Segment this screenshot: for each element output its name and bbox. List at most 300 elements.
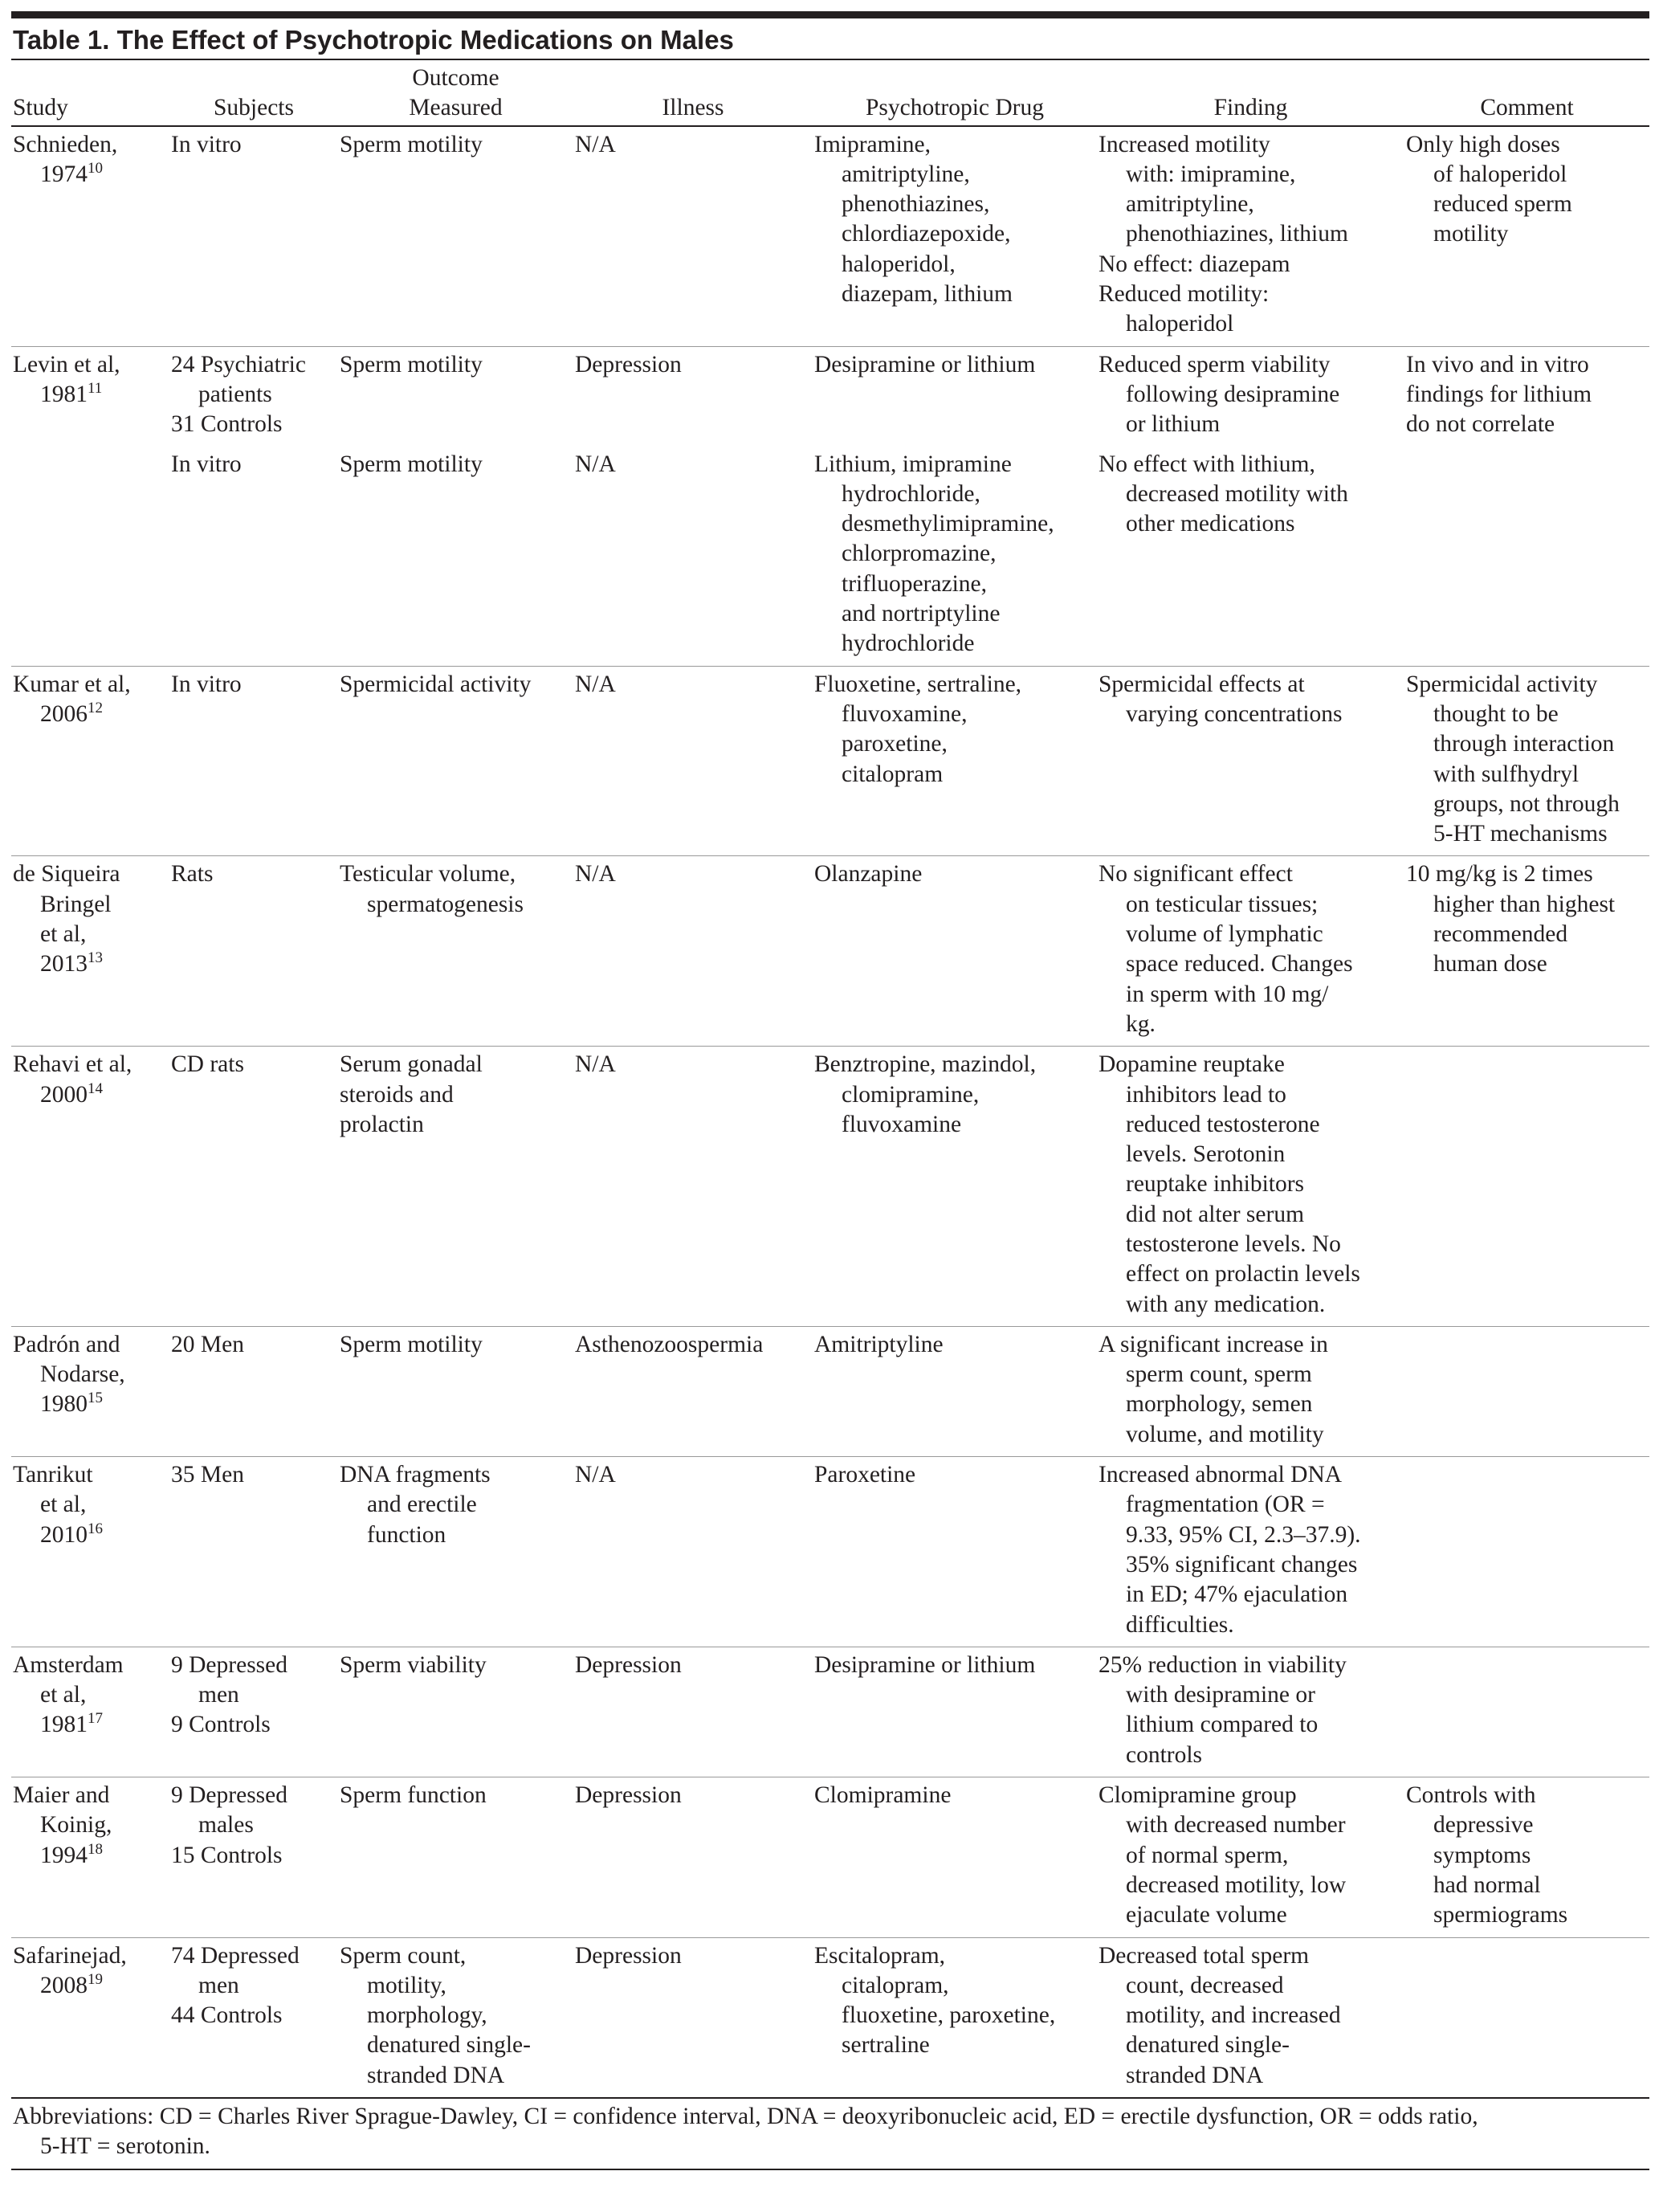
illness-line	[575, 1651, 809, 1680]
study-text: et al,	[40, 1492, 87, 1518]
finding-line	[1099, 1390, 1401, 1419]
study-line	[13, 1490, 166, 1520]
study-line	[13, 1810, 166, 1840]
study-text: Nodarse,	[40, 1361, 125, 1388]
subjects-text: 15 Controls	[171, 1842, 283, 1868]
finding-line	[1099, 130, 1401, 160]
comment-text: reduced sperm	[1433, 191, 1572, 218]
drug-cell	[813, 856, 1097, 1047]
finding-cell	[1097, 126, 1404, 347]
finding-line	[1099, 1140, 1401, 1169]
drug-text: fluvoxamine,	[842, 700, 968, 727]
study-line	[13, 949, 166, 979]
comment-cell	[1404, 666, 1649, 856]
footnote	[11, 2097, 1649, 2170]
outcome-line	[340, 450, 570, 480]
subjects-cell	[169, 1326, 338, 1456]
finding-line	[1099, 2030, 1401, 2060]
comment-text: higher than highest	[1433, 891, 1616, 917]
outcome-text: Sperm motility	[340, 351, 483, 378]
reference-number: 13	[88, 949, 103, 967]
illness-text: Depression	[575, 1942, 682, 1969]
header-comment: Comment	[1404, 60, 1649, 126]
comment-cell	[1404, 126, 1649, 347]
outcome-text: Testicular volume,	[340, 861, 516, 888]
table-row	[11, 126, 1649, 347]
comment-text: symptoms	[1433, 1842, 1531, 1868]
illness-text: Asthenozoospermia	[575, 1331, 764, 1357]
subjects-line	[171, 1330, 335, 1360]
drug-text: citalopram	[842, 761, 944, 787]
outcome-line	[340, 2001, 570, 2030]
outcome-cell	[338, 1937, 573, 2097]
finding-text: varying concentrations	[1126, 700, 1343, 727]
drug-text: Benztropine, mazindol,	[814, 1051, 1037, 1078]
table-body	[11, 126, 1649, 2097]
comment-line	[1406, 219, 1646, 249]
drug-cell	[813, 1457, 1097, 1647]
finding-line	[1099, 1810, 1401, 1840]
drug-line	[814, 130, 1094, 160]
finding-text: Reduced motility:	[1099, 281, 1270, 308]
drug-line	[814, 2001, 1094, 2030]
outcome-line	[340, 1971, 570, 2001]
comment-text: with sulfhydryl	[1433, 761, 1580, 787]
comment-text: Controls with	[1406, 1782, 1536, 1809]
study-line	[13, 1390, 166, 1419]
drug-line	[814, 700, 1094, 729]
finding-cell	[1097, 856, 1404, 1047]
finding-line	[1099, 2001, 1401, 2030]
outcome-text: morphology,	[367, 2002, 487, 2029]
header-subjects: Subjects	[169, 60, 338, 126]
study-line	[13, 1460, 166, 1490]
illness-line	[575, 1330, 809, 1360]
finding-text: decreased motility with	[1126, 480, 1348, 507]
study-text: Kumar et al,	[13, 671, 131, 697]
finding-line	[1099, 980, 1401, 1010]
finding-line	[1099, 1110, 1401, 1140]
comment-text: 5-HT mechanisms	[1433, 821, 1608, 847]
drug-line	[814, 670, 1094, 700]
illness-text: Depression	[575, 351, 682, 378]
finding-cell	[1097, 1777, 1404, 1937]
outcome-line	[340, 1110, 570, 1140]
drug-cell	[813, 447, 1097, 667]
finding-line	[1099, 1610, 1401, 1640]
study-text: Safarinejad,	[13, 1942, 127, 1969]
drug-text: Desipramine or lithium	[814, 1651, 1036, 1678]
subjects-line	[171, 350, 335, 380]
finding-line	[1099, 250, 1401, 280]
subjects-line	[171, 410, 335, 439]
finding-line	[1099, 1741, 1401, 1770]
study-cell	[11, 1937, 169, 2097]
study-text: 2000	[40, 1081, 88, 1108]
drug-line	[814, 350, 1094, 380]
finding-text: reuptake inhibitors	[1126, 1171, 1305, 1198]
finding-text: No effect: diazepam	[1099, 251, 1290, 277]
finding-line	[1099, 890, 1401, 920]
study-line	[13, 130, 166, 160]
subjects-line	[171, 1460, 335, 1490]
illness-line	[575, 1781, 809, 1810]
study-text: Koinig,	[40, 1812, 112, 1839]
outcome-text: Sperm motility	[340, 131, 483, 157]
finding-line	[1099, 1460, 1401, 1490]
drug-text: trifluoperazine,	[842, 570, 988, 597]
outcome-line	[340, 1651, 570, 1680]
header-row	[11, 60, 1649, 126]
comment-cell	[1404, 1047, 1649, 1327]
finding-line	[1099, 350, 1401, 380]
subjects-line	[171, 1710, 335, 1740]
subjects-line	[171, 1971, 335, 2001]
table-row	[11, 1047, 1649, 1327]
outcome-text: Sperm motility	[340, 1331, 483, 1357]
drug-cell	[813, 126, 1097, 347]
finding-text: in ED; 47% ejaculation	[1126, 1581, 1348, 1608]
reference-number: 12	[88, 700, 103, 717]
reference-number: 11	[88, 380, 103, 398]
outcome-text: Sperm viability	[340, 1651, 487, 1678]
outcome-line	[340, 2061, 570, 2091]
drug-line	[814, 1460, 1094, 1490]
finding-cell	[1097, 447, 1404, 667]
outcome-text: function	[367, 1521, 446, 1548]
illness-cell	[573, 1326, 813, 1456]
illness-line	[575, 450, 809, 480]
study-text: et al,	[40, 1682, 87, 1708]
subjects-text: patients	[198, 381, 272, 407]
drug-line	[814, 1080, 1094, 1110]
comment-cell	[1404, 1937, 1649, 2097]
drug-line	[814, 1941, 1094, 1971]
finding-text: phenothiazines, lithium	[1126, 221, 1348, 247]
finding-line	[1099, 670, 1401, 700]
finding-text: volume, and motility	[1126, 1421, 1324, 1447]
drug-line	[814, 1971, 1094, 2001]
comment-line	[1406, 410, 1646, 439]
comment-text: In vivo and in vitro	[1406, 351, 1589, 378]
drug-line	[814, 509, 1094, 539]
finding-text: 9.33, 95% CI, 2.3–37.9).	[1126, 1521, 1361, 1548]
illness-cell	[573, 1777, 813, 1937]
study-line	[13, 1360, 166, 1390]
comment-line	[1406, 130, 1646, 160]
table-row	[11, 856, 1649, 1047]
comment-cell	[1404, 1647, 1649, 1777]
comment-line	[1406, 729, 1646, 759]
finding-line	[1099, 1841, 1401, 1871]
outcome-cell	[338, 447, 573, 667]
table-row	[11, 1937, 1649, 2097]
subjects-cell	[169, 1777, 338, 1937]
subjects-line	[171, 1651, 335, 1680]
subjects-text: 9 Depressed	[171, 1651, 287, 1678]
finding-text: fragmentation (OR =	[1126, 1492, 1325, 1518]
study-line	[13, 1781, 166, 1810]
outcome-cell	[338, 1047, 573, 1327]
study-line	[13, 350, 166, 380]
comment-cell	[1404, 447, 1649, 667]
drug-cell	[813, 1937, 1097, 2097]
finding-text: of normal sperm,	[1126, 1842, 1289, 1868]
drug-line	[814, 2030, 1094, 2060]
comment-text: Only high doses	[1406, 131, 1560, 157]
study-line	[13, 1651, 166, 1680]
drug-text: clomipramine,	[842, 1081, 980, 1108]
finding-text: No significant effect	[1099, 861, 1293, 888]
subjects-line	[171, 2001, 335, 2030]
outcome-line	[340, 130, 570, 160]
finding-text: Increased abnormal DNA	[1099, 1462, 1343, 1488]
finding-line	[1099, 219, 1401, 249]
comment-text: thought to be	[1433, 700, 1559, 727]
finding-text: with decreased number	[1126, 1812, 1346, 1839]
study-text: Tanrikut	[13, 1462, 93, 1488]
comment-text: groups, not through	[1433, 790, 1620, 817]
outcome-text: Sperm count,	[340, 1942, 467, 1969]
finding-text: other medications	[1126, 511, 1295, 537]
drug-text: Imipramine,	[814, 131, 931, 157]
finding-line	[1099, 280, 1401, 309]
finding-text: with: imipramine,	[1126, 161, 1296, 187]
finding-text: lithium compared to	[1126, 1712, 1319, 1738]
finding-line	[1099, 1580, 1401, 1610]
header-study: Study	[11, 60, 169, 126]
subjects-line	[171, 859, 335, 889]
drug-text: chlordiazepoxide,	[842, 221, 1011, 247]
header-drug: Psychotropic Drug	[813, 60, 1097, 126]
study-text: et al,	[40, 921, 87, 948]
subjects-text: 74 Depressed	[171, 1942, 300, 1969]
finding-line	[1099, 920, 1401, 949]
subjects-text: men	[198, 1682, 239, 1708]
finding-cell	[1097, 346, 1404, 446]
drug-text: Amitriptyline	[814, 1331, 944, 1357]
study-text: Bringel	[40, 891, 112, 917]
finding-line	[1099, 859, 1401, 889]
outcome-line	[340, 1520, 570, 1550]
illness-text: Depression	[575, 1651, 682, 1678]
comment-line	[1406, 760, 1646, 790]
outcome-line	[340, 1330, 570, 1360]
finding-line	[1099, 190, 1401, 219]
outcome-cell	[338, 1777, 573, 1937]
finding-cell	[1097, 1647, 1404, 1777]
study-line	[13, 859, 166, 889]
subjects-cell	[169, 1647, 338, 1777]
reference-number: 16	[88, 1520, 103, 1537]
study-text: 1981	[40, 1712, 88, 1738]
outcome-text: spermatogenesis	[367, 891, 524, 917]
subjects-text: 35 Men	[171, 1462, 244, 1488]
illness-line	[575, 130, 809, 160]
illness-line	[575, 670, 809, 700]
drug-text: sertraline	[842, 2032, 930, 2059]
finding-line	[1099, 700, 1401, 729]
study-text: Rehavi et al,	[13, 1051, 132, 1078]
drug-text: diazepam, lithium	[842, 281, 1013, 308]
comment-line	[1406, 190, 1646, 219]
finding-text: in sperm with 10 mg/	[1126, 981, 1329, 1007]
study-line	[13, 920, 166, 949]
drug-text: Lithium, imipramine	[814, 451, 1012, 477]
finding-line	[1099, 1200, 1401, 1230]
subjects-text: In vitro	[171, 671, 242, 697]
outcome-text: Sperm motility	[340, 451, 483, 477]
outcome-line	[340, 1490, 570, 1520]
finding-line	[1099, 1871, 1401, 1900]
comment-line	[1406, 670, 1646, 700]
drug-text: fluoxetine, paroxetine,	[842, 2002, 1056, 2029]
finding-line	[1099, 949, 1401, 979]
subjects-text: men	[198, 1972, 239, 1998]
finding-text: No effect with lithium,	[1099, 451, 1315, 477]
outcome-line	[340, 1941, 570, 1971]
table-title: Table 1. The Effect of Psychotropic Medications on Males	[11, 18, 1649, 60]
comment-text: had normal	[1433, 1871, 1541, 1898]
finding-line	[1099, 1010, 1401, 1039]
finding-text: ejaculate volume	[1126, 1902, 1287, 1928]
subjects-cell	[169, 126, 338, 347]
subjects-text: males	[198, 1812, 254, 1839]
study-text: Schnieden,	[13, 131, 118, 157]
comment-line	[1406, 350, 1646, 380]
drug-line	[814, 569, 1094, 599]
reference-number: 15	[88, 1390, 103, 1407]
comment-line	[1406, 160, 1646, 190]
drug-line	[814, 250, 1094, 280]
finding-text: Clomipramine group	[1099, 1782, 1297, 1809]
finding-line	[1099, 1259, 1401, 1289]
comment-line	[1406, 790, 1646, 819]
drug-line	[814, 280, 1094, 309]
drug-text: hydrochloride	[842, 631, 975, 657]
study-cell	[11, 126, 169, 347]
outcome-cell	[338, 126, 573, 347]
finding-line	[1099, 1520, 1401, 1550]
drug-text: citalopram,	[842, 1972, 949, 1998]
finding-text: 25% reduction in viability	[1099, 1651, 1347, 1678]
finding-text: motility, and increased	[1126, 2002, 1341, 2029]
drug-text: Paroxetine	[814, 1462, 916, 1488]
study-cell	[11, 1326, 169, 1456]
reference-number: 19	[88, 1970, 103, 1988]
subjects-line	[171, 670, 335, 700]
comment-line	[1406, 380, 1646, 410]
study-text: Levin et al,	[13, 351, 120, 378]
study-line	[13, 160, 166, 190]
reference-number: 18	[88, 1840, 103, 1858]
subjects-text: 44 Controls	[171, 2002, 283, 2029]
drug-text: paroxetine,	[842, 731, 948, 757]
drug-text: amitriptyline,	[842, 161, 970, 187]
finding-text: on testicular tissues;	[1126, 891, 1319, 917]
comment-line	[1406, 890, 1646, 920]
study-line	[13, 1971, 166, 2001]
study-text: 2013	[40, 951, 88, 977]
study-line	[13, 1330, 166, 1360]
subjects-cell	[169, 1047, 338, 1327]
subjects-line	[171, 1941, 335, 1971]
table-row	[11, 1457, 1649, 1647]
finding-text: Reduced sperm viability	[1099, 351, 1331, 378]
illness-text: N/A	[575, 671, 616, 697]
header-outcome	[338, 60, 573, 126]
comment-cell	[1404, 1457, 1649, 1647]
outcome-text: prolactin	[340, 1111, 424, 1137]
subjects-text: 9 Depressed	[171, 1782, 287, 1809]
finding-text: following desipramine	[1126, 381, 1340, 407]
reference-number: 17	[88, 1710, 103, 1728]
comment-text: Spermicidal activity	[1406, 671, 1598, 697]
finding-line	[1099, 2061, 1401, 2091]
comment-text: findings for lithium	[1406, 381, 1592, 407]
outcome-line	[340, 1460, 570, 1490]
drug-line	[814, 1110, 1094, 1140]
study-line	[13, 700, 166, 729]
illness-cell	[573, 126, 813, 347]
illness-cell	[573, 1647, 813, 1777]
drug-line	[814, 480, 1094, 509]
finding-line	[1099, 1680, 1401, 1710]
footnote-line: 5-HT = serotonin.	[40, 2133, 210, 2160]
subjects-text: CD rats	[171, 1051, 244, 1078]
study-cell	[11, 1047, 169, 1327]
drug-cell	[813, 666, 1097, 856]
outcome-cell	[338, 666, 573, 856]
comment-line	[1406, 920, 1646, 949]
drug-line	[814, 629, 1094, 659]
study-text: 1980	[40, 1391, 88, 1418]
subjects-text: 31 Controls	[171, 411, 283, 438]
comment-cell	[1404, 1777, 1649, 1937]
finding-text: space reduced. Changes	[1126, 951, 1353, 977]
outcome-text: Sperm function	[340, 1782, 487, 1809]
outcome-line	[340, 350, 570, 380]
finding-line	[1099, 1900, 1401, 1930]
subjects-cell	[169, 1937, 338, 2097]
finding-line	[1099, 1941, 1401, 1971]
finding-line	[1099, 1169, 1401, 1199]
study-text: 2010	[40, 1521, 88, 1548]
study-text: 1981	[40, 381, 88, 407]
comment-text: 10 mg/kg is 2 times	[1406, 861, 1593, 888]
drug-cell	[813, 1326, 1097, 1456]
drug-line	[814, 160, 1094, 190]
illness-line	[575, 1941, 809, 1971]
drug-text: phenothiazines,	[842, 191, 990, 218]
finding-line	[1099, 1971, 1401, 2001]
finding-line	[1099, 480, 1401, 509]
illness-cell	[573, 1047, 813, 1327]
finding-text: difficulties.	[1126, 1611, 1234, 1638]
comment-cell	[1404, 856, 1649, 1047]
study-text: de Siqueira	[13, 861, 120, 888]
illness-line	[575, 859, 809, 889]
finding-line	[1099, 309, 1401, 339]
drug-line	[814, 729, 1094, 759]
illness-line	[575, 1050, 809, 1079]
illness-text: N/A	[575, 1462, 616, 1488]
finding-cell	[1097, 1457, 1404, 1647]
finding-text: Dopamine reuptake	[1099, 1051, 1285, 1078]
study-text: 1994	[40, 1842, 88, 1868]
outcome-cell	[338, 1457, 573, 1647]
table-row	[11, 666, 1649, 856]
